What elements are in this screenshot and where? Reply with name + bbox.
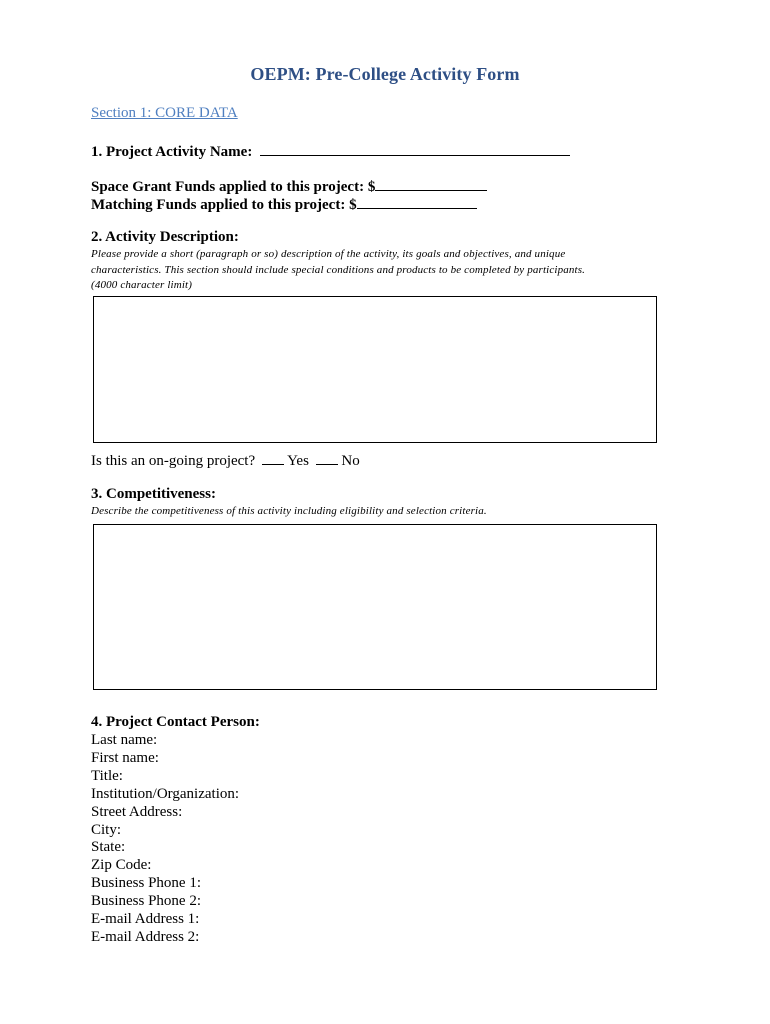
ongoing-project-row <box>91 450 360 470</box>
ongoing-no-field[interactable] <box>316 450 338 465</box>
contact-field-label: Business Phone 2: <box>91 893 202 910</box>
ongoing-yes-label: Yes <box>287 453 309 469</box>
matching-funds-label: Matching Funds applied to this project: $ <box>91 197 357 213</box>
activity-description-instructions <box>91 247 661 294</box>
contact-field-label: State: <box>91 839 126 856</box>
project-activity-name-row <box>91 141 570 161</box>
section-heading: Section 1: CORE DATA <box>91 105 238 121</box>
contact-person-heading: 4. Project Contact Person: <box>91 714 260 730</box>
ongoing-project-question: Is this an on-going project? <box>91 453 256 469</box>
contact-field-label: Title: <box>91 767 123 784</box>
space-grant-funds-row <box>91 176 487 196</box>
contact-field-label: Zip Code: <box>91 857 152 874</box>
matching-funds-row <box>91 194 477 214</box>
competitiveness-heading: 3. Competitiveness: <box>91 486 216 502</box>
instruction-line: characteristics. This section should include special conditions and products to be completed by participants. <box>91 263 586 276</box>
contact-field-label: City: <box>91 821 122 838</box>
activity-description-textbox[interactable] <box>93 296 657 443</box>
activity-description-heading: 2. Activity Description: <box>91 229 239 245</box>
contact-field-label: E-mail Address 2: <box>91 928 200 945</box>
contact-field-label: Institution/Organization: <box>91 785 240 802</box>
contact-field-label: First name: <box>91 749 159 766</box>
instruction-line: Please provide a short (paragraph or so) description of the activity, its goals and objectives, and unique <box>91 248 566 260</box>
contact-field-label: E-mail Address 1: <box>91 911 200 928</box>
competitiveness-instructions: Describe the competitiveness of this activity including eligibility and selection criteria. <box>91 505 487 517</box>
page-title: OEPM: Pre-College Activity Form <box>250 64 520 84</box>
ongoing-no-label: No <box>341 453 360 469</box>
contact-field-label: Street Address: <box>91 803 183 820</box>
matching-funds-field[interactable] <box>357 194 477 209</box>
space-grant-funds-field[interactable] <box>375 176 487 191</box>
competitiveness-textbox[interactable] <box>93 524 657 690</box>
space-grant-funds-label: Space Grant Funds applied to this project: $ <box>91 179 376 195</box>
project-activity-name-field[interactable] <box>260 141 570 156</box>
project-activity-name-label: 1. Project Activity Name: <box>91 144 253 160</box>
instruction-line: (4000 character limit) <box>91 279 193 291</box>
ongoing-yes-field[interactable] <box>262 450 284 465</box>
contact-fields-list <box>91 732 239 947</box>
contact-field-label: Business Phone 1: <box>91 875 202 892</box>
contact-field-label: Last name: <box>91 732 158 748</box>
